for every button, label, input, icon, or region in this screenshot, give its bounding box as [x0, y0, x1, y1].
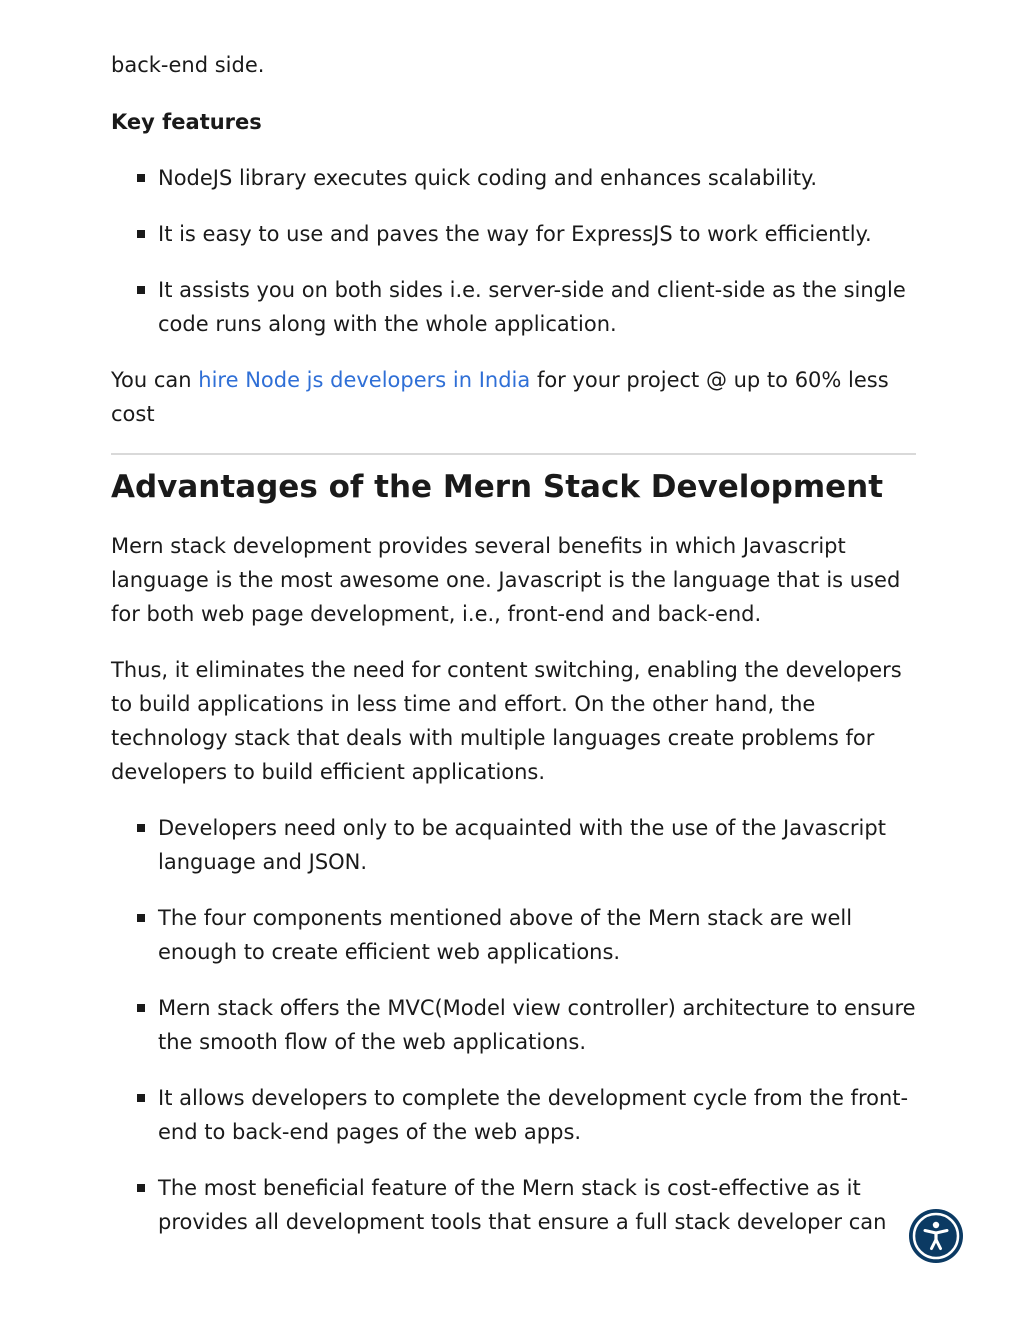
- key-features-list: [111, 161, 916, 341]
- section-title: Advantages of the Mern Stack Development: [111, 469, 884, 505]
- list-item: [111, 273, 916, 341]
- list-item-text: It allows developers to complete the development cycle from the front-end to back-end pages of the web apps.: [158, 1086, 909, 1144]
- hire-suffix: for your project @ up to 60% less cost: [111, 368, 889, 426]
- hire-node-developers-link[interactable]: hire Node js developers in India: [198, 368, 531, 392]
- list-item: [111, 217, 916, 251]
- square-bullet-icon: [137, 1004, 145, 1012]
- list-item: [111, 1171, 916, 1239]
- list-item: [111, 161, 916, 195]
- lead-text: back-end side.: [111, 53, 265, 77]
- square-bullet-icon: [137, 914, 145, 922]
- list-item-text: Developers need only to be acquainted with the use of the Javascript language and JSON.: [158, 816, 886, 874]
- hire-paragraph: [111, 363, 916, 431]
- list-item-text: It assists you on both sides i.e. server-side and client-side as the single code runs along with the whole application.: [158, 278, 906, 336]
- advantages-list: [111, 811, 916, 1239]
- hire-prefix: You can: [111, 368, 199, 392]
- square-bullet-icon: [137, 174, 145, 182]
- accessibility-button[interactable]: [909, 1209, 963, 1263]
- list-item-text: The four components mentioned above of the Mern stack are well enough to create efficient web applications.: [158, 906, 853, 964]
- list-item: [111, 811, 916, 879]
- list-item: [111, 901, 916, 969]
- square-bullet-icon: [137, 824, 145, 832]
- square-bullet-icon: [137, 286, 145, 294]
- accessibility-icon: [909, 1209, 963, 1263]
- advantages-paragraph: Thus, it eliminates the need for content switching, enabling the developers to build applications in less time and effort. On the other hand, the technology stack that deals with multiple languages create problems for developers to build efficient applications.: [111, 658, 902, 784]
- section-divider: [111, 453, 916, 455]
- list-item: [111, 991, 916, 1059]
- list-item-text: Mern stack offers the MVC(Model view controller) architecture to ensure the smooth flow of the web applications.: [158, 996, 916, 1054]
- square-bullet-icon: [137, 1184, 145, 1192]
- square-bullet-icon: [137, 1094, 145, 1102]
- list-item-text: It is easy to use and paves the way for ExpressJS to work efficiently.: [158, 222, 872, 246]
- square-bullet-icon: [137, 230, 145, 238]
- list-item: [111, 1081, 916, 1149]
- key-features-heading: Key features: [111, 110, 262, 134]
- list-item-text: NodeJS library executes quick coding and enhances scalability.: [158, 166, 818, 190]
- advantages-paragraph: Mern stack development provides several benefits in which Javascript language is the most awesome one. Javascript is the language that is used for both web page development, i.e., front-end and back-end.: [111, 534, 901, 626]
- list-item-text: The most beneficial feature of the Mern stack is cost-effective as it provides all development tools that ensure a full stack developer can: [158, 1176, 887, 1234]
- article-content: [111, 48, 916, 1239]
